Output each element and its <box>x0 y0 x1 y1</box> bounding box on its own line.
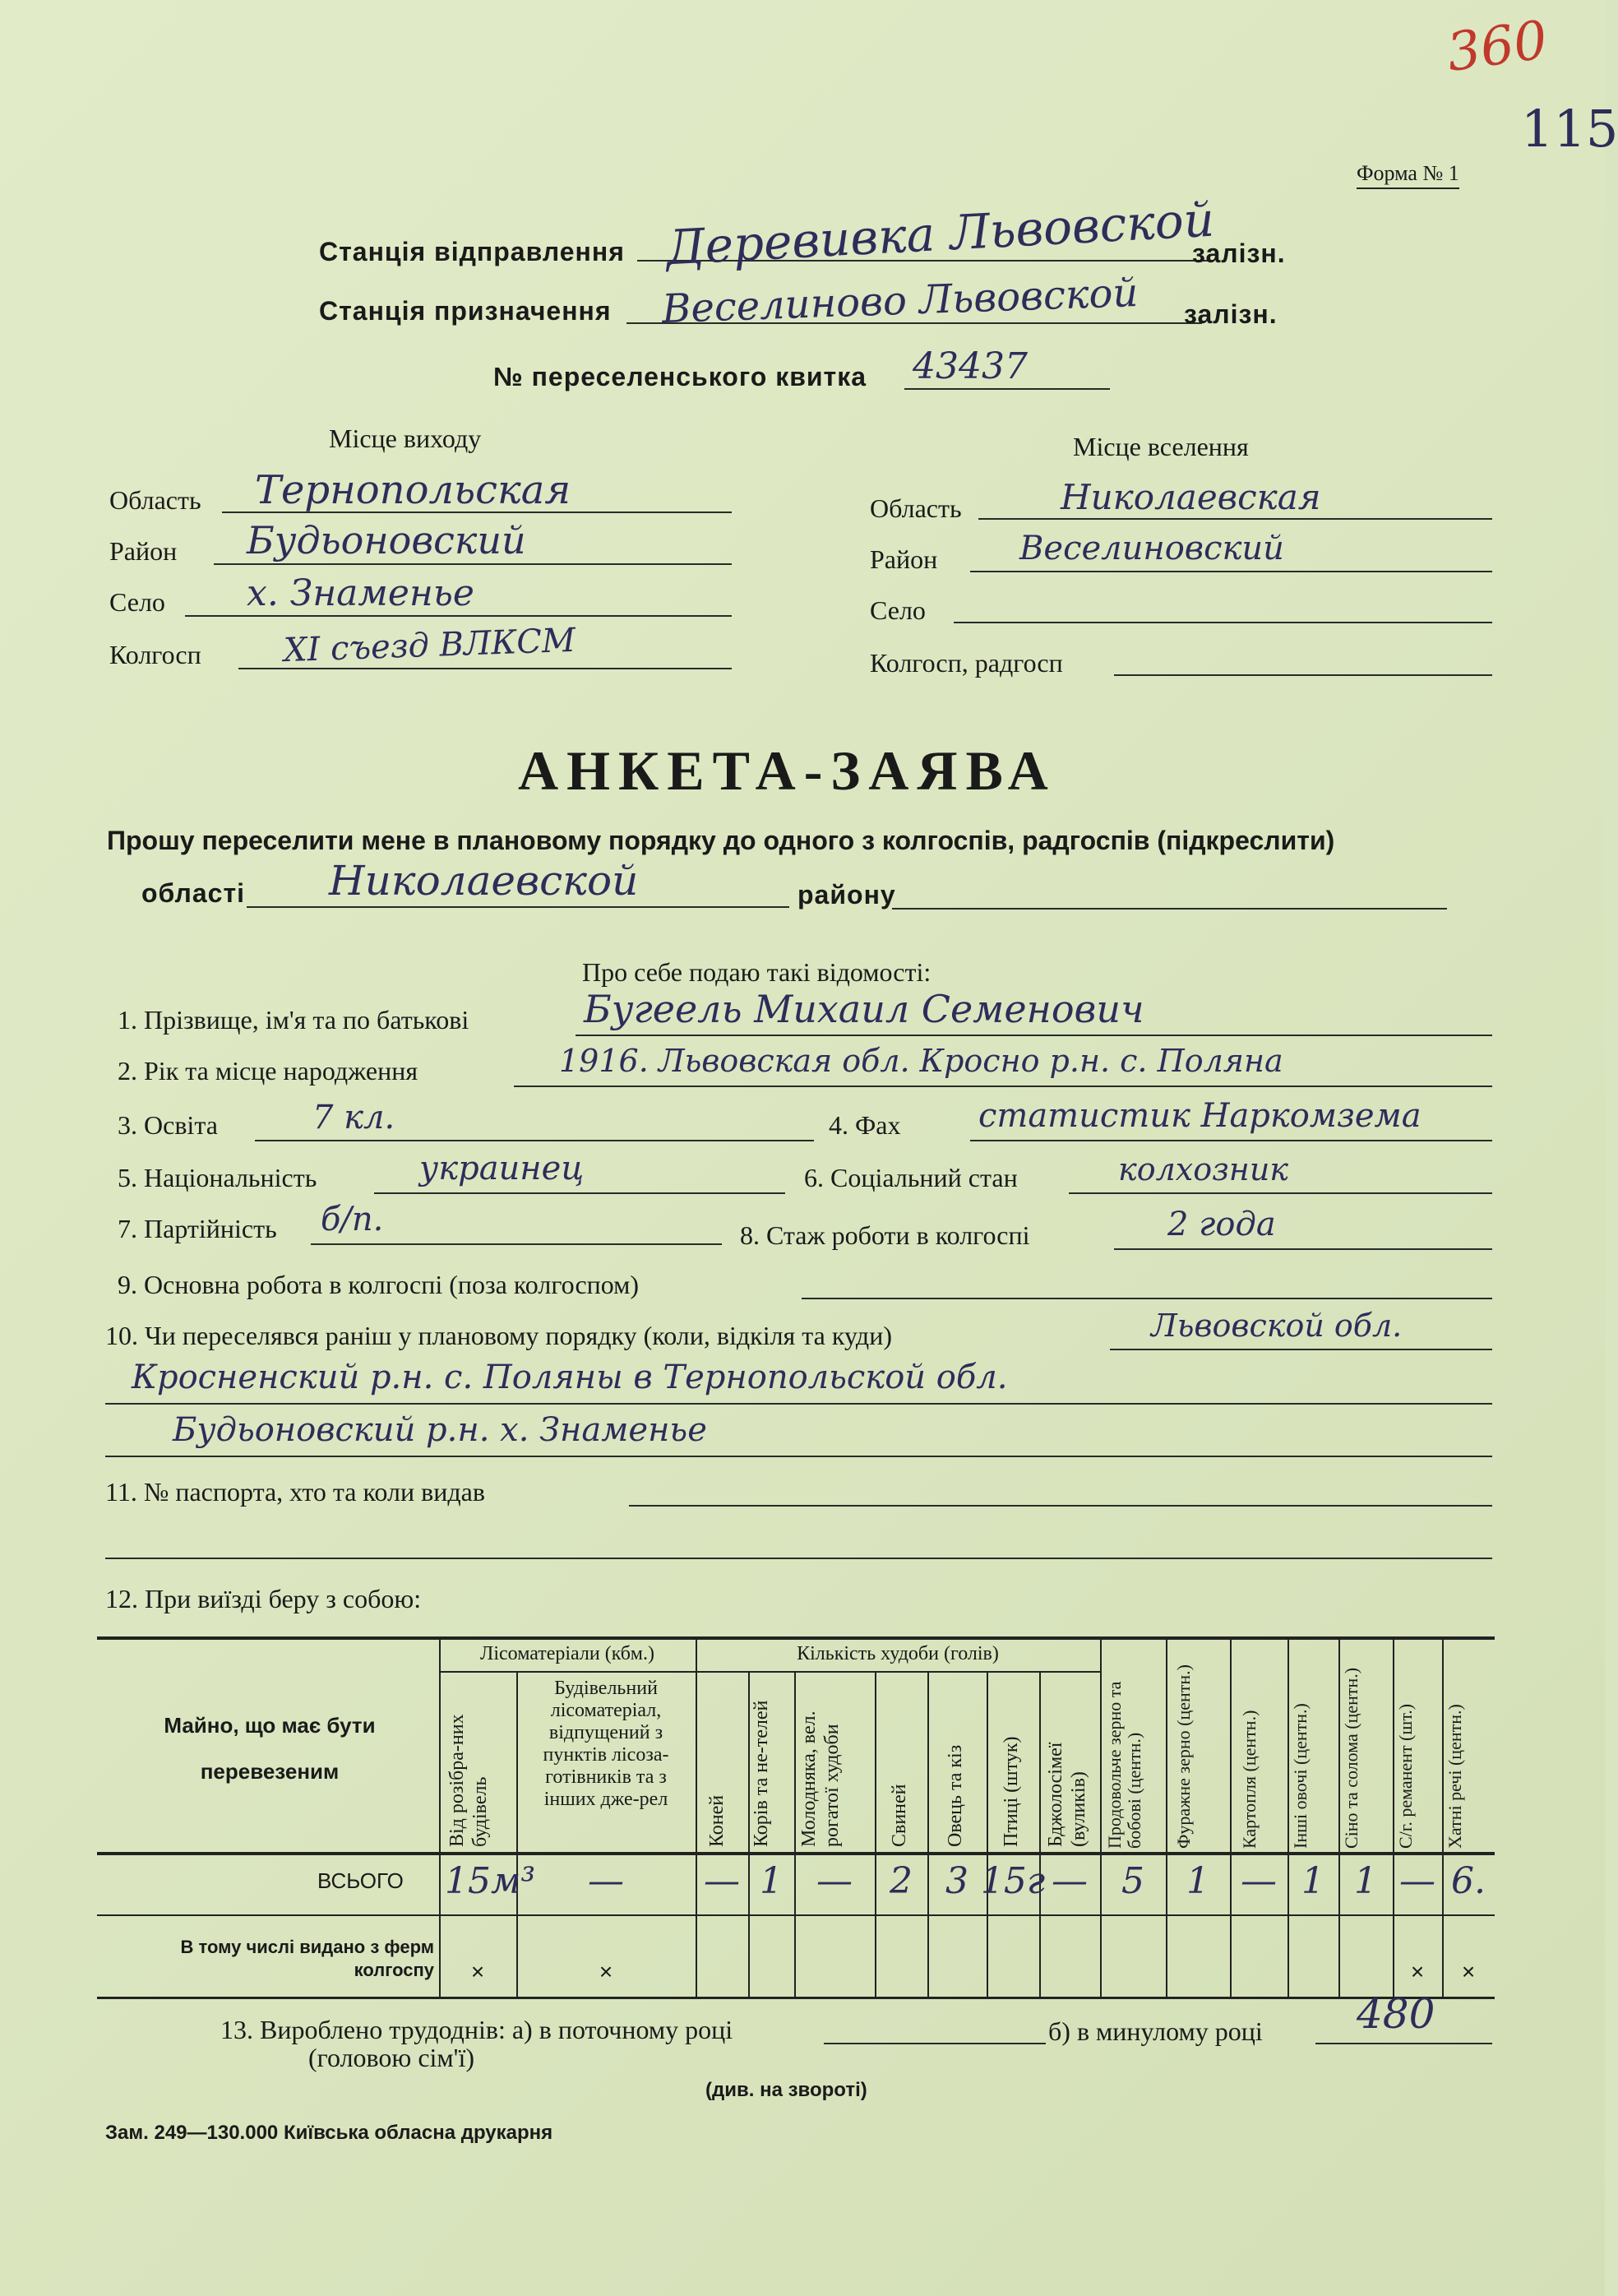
col-0-header: Від розібра-них будівель <box>446 1714 491 1847</box>
ticket-value: 43437 <box>913 345 1028 387</box>
info-intro: Про себе подаю такі відомості: <box>582 957 932 987</box>
dest-oblast-label: Область <box>870 493 962 523</box>
farm-cell-14: × <box>1410 1959 1425 1984</box>
col-1-header: Будівельний лісоматеріал, відпущений з пунктів лісоза-готівників та з інших дже-рел <box>543 1678 669 1810</box>
field-12-label: 12. При виїзді беру з собою: <box>105 1584 422 1613</box>
field-10-value1: Львовской обл. <box>1151 1308 1403 1344</box>
workdays-label: 13. Вироблено трудоднів: а) в поточному році <box>220 2015 733 2044</box>
field-2-value: 1916. Львовская обл. Кросно р.н. с. Поляна <box>559 1043 1283 1079</box>
field-10-label: 10. Чи переселявся раніш у плановому порядку (коли, відкіля та куди) <box>105 1321 892 1350</box>
archive-number-second: 115 <box>1521 99 1618 159</box>
total-cell-0: 15м³ <box>445 1860 536 1902</box>
printer-info: Зам. 249—130.000 Київська обласна друкарня <box>105 2122 553 2144</box>
dest-oblast-value: Николаевская <box>1061 477 1321 517</box>
col-8-header: Бджолосімеї (вуликів) <box>1045 1742 1089 1847</box>
request-oblast-value: Николаевской <box>329 857 639 905</box>
origin-kolhosp-value: XI съезд ВЛКСМ <box>283 621 576 670</box>
field-1-label: 1. Прізвище, ім'я та по батькові <box>118 1005 469 1035</box>
request-raion-label: району <box>797 880 896 910</box>
field-1-value: Бугеель Михаил Семенович <box>584 987 1144 1031</box>
total-cell-7: 15г <box>980 1860 1046 1902</box>
total-cell-3: 1 <box>760 1860 783 1902</box>
col-15-header: Хатні речі (центн.) <box>1445 1704 1465 1849</box>
row-total-label: ВСЬОГО <box>317 1868 404 1893</box>
total-cell-2: — <box>704 1860 740 1902</box>
total-cell-13: 1 <box>1354 1860 1377 1902</box>
total-cell-12: 1 <box>1301 1860 1324 1902</box>
farm-cell-1: × <box>599 1959 613 1984</box>
field-9-label: 9. Основна робота в колгоспі (поза колгоспом) <box>118 1270 640 1299</box>
field-10-value2: Кросненский р.н. с. Поляны в Тернопольской обл. <box>132 1359 1008 1396</box>
col-14-header: С/г. реманент (шт.) <box>1395 1703 1416 1849</box>
field-6-label: 6. Соціальний стан <box>804 1163 1018 1192</box>
col-property-header: Майно, що має бути перевезеним <box>164 1713 376 1784</box>
origin-raion-value: Будьоновский <box>247 518 526 562</box>
col-11-header: Картопля (центн.) <box>1239 1710 1260 1849</box>
request-oblast-label: області <box>141 878 245 908</box>
total-cell-15: 6. <box>1451 1860 1486 1902</box>
total-cell-14: — <box>1399 1860 1435 1902</box>
dest-kolhosp-label: Колгосп, радгосп <box>870 648 1063 678</box>
dest-raion-value: Веселиновский <box>1019 530 1284 567</box>
origin-raion-label: Район <box>109 536 178 566</box>
field-8-label: 8. Стаж роботи в колгоспі <box>740 1220 1030 1250</box>
field-4-label: 4. Фах <box>829 1110 901 1140</box>
workdays-sub: (головою сім'ї) <box>308 2043 474 2072</box>
total-cell-4: — <box>816 1860 853 1902</box>
field-7-value: б/п. <box>321 1201 384 1238</box>
farm-cell-15: × <box>1461 1959 1476 1984</box>
field-10-value3: Будьоновский р.н. х. Знаменье <box>173 1411 707 1449</box>
row-farm-label: В тому числі видано з ферм колгоспу <box>180 1937 434 1980</box>
destination-label: Станція призначення <box>319 296 612 326</box>
archive-number-top: 360 <box>1443 9 1551 85</box>
field-7-label: 7. Партійність <box>118 1214 277 1243</box>
total-cell-10: 1 <box>1186 1860 1209 1902</box>
departure-value: Деревивка Львовской <box>664 191 1216 276</box>
total-cell-6: 3 <box>945 1860 968 1902</box>
ticket-label: № переселенського квитка <box>493 362 867 391</box>
workdays-prev-value: 480 <box>1357 1990 1435 2038</box>
group-livestock-header: Кількість худоби (голів) <box>797 1643 999 1664</box>
origin-oblast-value: Тернопольская <box>255 467 571 513</box>
page-title: АНКЕТА-ЗАЯВА <box>518 739 1056 802</box>
field-3-value: 7 кл. <box>312 1099 395 1136</box>
field-2-label: 2. Рік та місце народження <box>118 1056 418 1086</box>
col-12-header: Інші овочі (центн.) <box>1290 1703 1311 1849</box>
field-3-label: 3. Освіта <box>118 1110 218 1140</box>
col-7-header: Птиці (штук) <box>1001 1736 1022 1847</box>
total-cell-1: — <box>588 1860 624 1902</box>
origin-oblast-label: Область <box>109 485 201 515</box>
total-cell-5: 2 <box>890 1860 913 1902</box>
departure-suffix: залізн. <box>1192 238 1286 268</box>
col-10-header: Фуражне зерно (центн.) <box>1173 1664 1194 1849</box>
col-13-header: Сіно та солома (центн.) <box>1341 1667 1361 1849</box>
departure-label: Станція відправлення <box>319 237 625 266</box>
total-cell-11: — <box>1241 1860 1277 1902</box>
col-6-header: Овець та кіз <box>945 1744 966 1847</box>
total-cell-9: 5 <box>1121 1860 1144 1902</box>
dest-selo-label: Село <box>870 595 926 625</box>
form-number: Форма № 1 <box>1357 161 1459 189</box>
farm-cell-0: × <box>470 1959 485 1984</box>
field-4-value: статистик Наркомзема <box>978 1097 1422 1135</box>
origin-selo-value: х. Знаменье <box>247 572 474 614</box>
col-2-header: Коней <box>706 1794 728 1847</box>
property-table <box>97 1636 1495 1998</box>
col-5-header: Свиней <box>889 1784 910 1847</box>
total-cell-8: — <box>1052 1860 1088 1902</box>
destination-value: Веселиново Львовской <box>661 269 1140 333</box>
dest-raion-label: Район <box>870 544 938 574</box>
origin-kolhosp-label: Колгосп <box>109 640 201 669</box>
field-5-value: украинец <box>419 1150 585 1187</box>
group-timber-header: Лісоматеріали (кбм.) <box>480 1643 654 1664</box>
destination-title: Місце вселення <box>1073 432 1249 461</box>
origin-selo-label: Село <box>109 587 165 617</box>
col-9-header: Продовольче зерно та бобові (центн.) <box>1104 1681 1144 1849</box>
origin-title: Місце виходу <box>329 424 482 453</box>
field-6-value: колхозник <box>1118 1151 1288 1187</box>
workdays-prev-label: б) в минулому році <box>1048 2016 1263 2046</box>
col-4-header: Молодняка, вел. рогатої худоби <box>798 1710 843 1847</box>
col-3-header: Корів та не-телей <box>751 1700 772 1847</box>
request-line1: Прошу переселити мене в плановому порядку до одного з колгоспів, радгоспів (підкреслити) <box>107 826 1335 855</box>
field-8-value: 2 года <box>1167 1206 1276 1243</box>
field-5-label: 5. Національність <box>118 1163 317 1192</box>
see-reverse: (див. на звороті) <box>705 2079 867 2101</box>
destination-suffix: залізн. <box>1184 299 1278 329</box>
field-11-label: 11. № паспорта, хто та коли видав <box>105 1477 485 1507</box>
